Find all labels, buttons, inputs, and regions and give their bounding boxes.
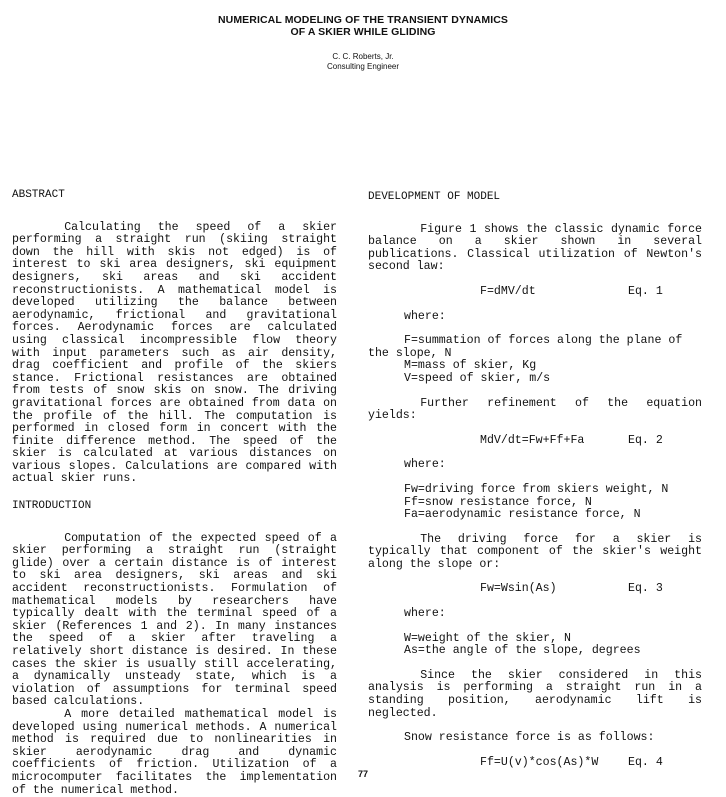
introduction-paragraph-1: Computation of the expected speed of a skier performing a straight run (straight glide) over a certain distance is of interest to ski area designers, ski areas and ski accident reconstructionists. Formulation of mathematical models by researchers have typically dealt with the terminal speed of a skier (References 1 and 2). In many instances the speed of a skier after traveling a relatively short distance is desired. In these cases the skier is usually still accelerating, a dynamically unsteady state, which is a violation of assumptions for terminal speed based calculations. [12,531,337,709]
paper-title-line-2: OF A SKIER WHILE GLIDING [290,26,436,38]
equation-1-expression: F=dMV/dt [480,284,536,298]
introduction-heading: INTRODUCTION [12,500,92,513]
equation-4-expression: Ff=U(v)*cos(As)*W [480,755,599,769]
introduction-paragraph-2: A more detailed mathematical model is developed using numerical methods. A numerical method is required due to nonlinearities in skier aerodynamic drag and dynamic coefficients of friction. Utilization of a microcomputer facilitates the implementation of the numerical method. [12,707,337,797]
paper-header [0,14,726,72]
definition-as: As=the angle of the slope, degrees [404,644,641,658]
equation-2-expression: MdV/dt=Fw+Ff+Fa [480,433,585,447]
development-paragraph-5: Snow resistance force is as follows: [404,731,655,745]
equation-3-expression: Fw=Wsin(As) [480,582,557,596]
author-name: C. C. Roberts, Jr. [332,52,394,61]
development-paragraph-3: The driving force for a skier is typically that component of the skier's weight along the slope or: [368,532,702,571]
equation-1 [368,286,702,299]
abstract-text: Calculating the speed of a skier performing a straight run (skiing straight down the hill with skis not edged) is of interest to ski area designers, ski equipment designers, ski areas and ski accident reconstructionists. A mathematical model is developed utilizing the balance between aerodynamic, frictional and gravitational forces. Aerodynamic forces are calculated using classical incompressible flow theory with input parameters such as air density, drag coefficient and profile of the skiers stance. Frictional resistances are obtained from tests of snow skis on snow. The driving gravitational forces are obtained from data on the profile of the hill. The computation is performed in closed form in concert with the finite difference method. The speed of the skier is calculated at various distances on various slopes. Calculations are compared with actual skier runs. [12,220,337,486]
author-affiliation: Consulting Engineer [326,62,400,71]
definition-f: F=summation of forces along the plane of the slope, N [368,334,683,360]
equation-3 [368,583,702,596]
equation-1-label: Eq. 1 [628,284,663,298]
where-label-1: where: [404,309,446,323]
equation-4 [368,757,702,770]
where-label-2: where: [404,458,446,472]
paper-title-line-1: NUMERICAL MODELING OF THE TRANSIENT DYNAMICS [217,14,509,26]
development-heading: DEVELOPMENT OF MODEL [368,191,501,203]
left-column [12,189,337,797]
definition-w: W=weight of the skier, N [404,631,571,645]
development-paragraph-1: Figure 1 shows the classic dynamic force balance on a skier shown in several publications. Classical utilization of Newton's second law: [368,222,702,274]
equation-2-label: Eq. 2 [628,433,663,447]
definition-fw: Fw=driving force from skiers weight, N [404,482,669,496]
development-paragraph-4: Since the skier considered in this analysis is performing a straight run in a standing position, aerodynamic lift is neglected. [368,668,702,720]
equation-2 [368,435,702,448]
development-paragraph-2: Further refinement of the equation yields: [368,396,702,423]
definition-fa: Fa=aerodynamic resistance force, N [404,508,641,522]
page-number: 77 [357,769,368,779]
equation-3-label: Eq. 3 [628,582,663,596]
right-column [368,191,702,781]
abstract-heading: ABSTRACT [12,189,65,201]
where-label-3: where: [404,607,446,621]
definition-m: M=mass of skier, Kg [404,359,537,373]
definition-ff: Ff=snow resistance force, N [404,495,592,509]
definition-v: V=speed of skier, m/s [404,371,551,385]
equation-4-label: Eq. 4 [628,755,663,769]
